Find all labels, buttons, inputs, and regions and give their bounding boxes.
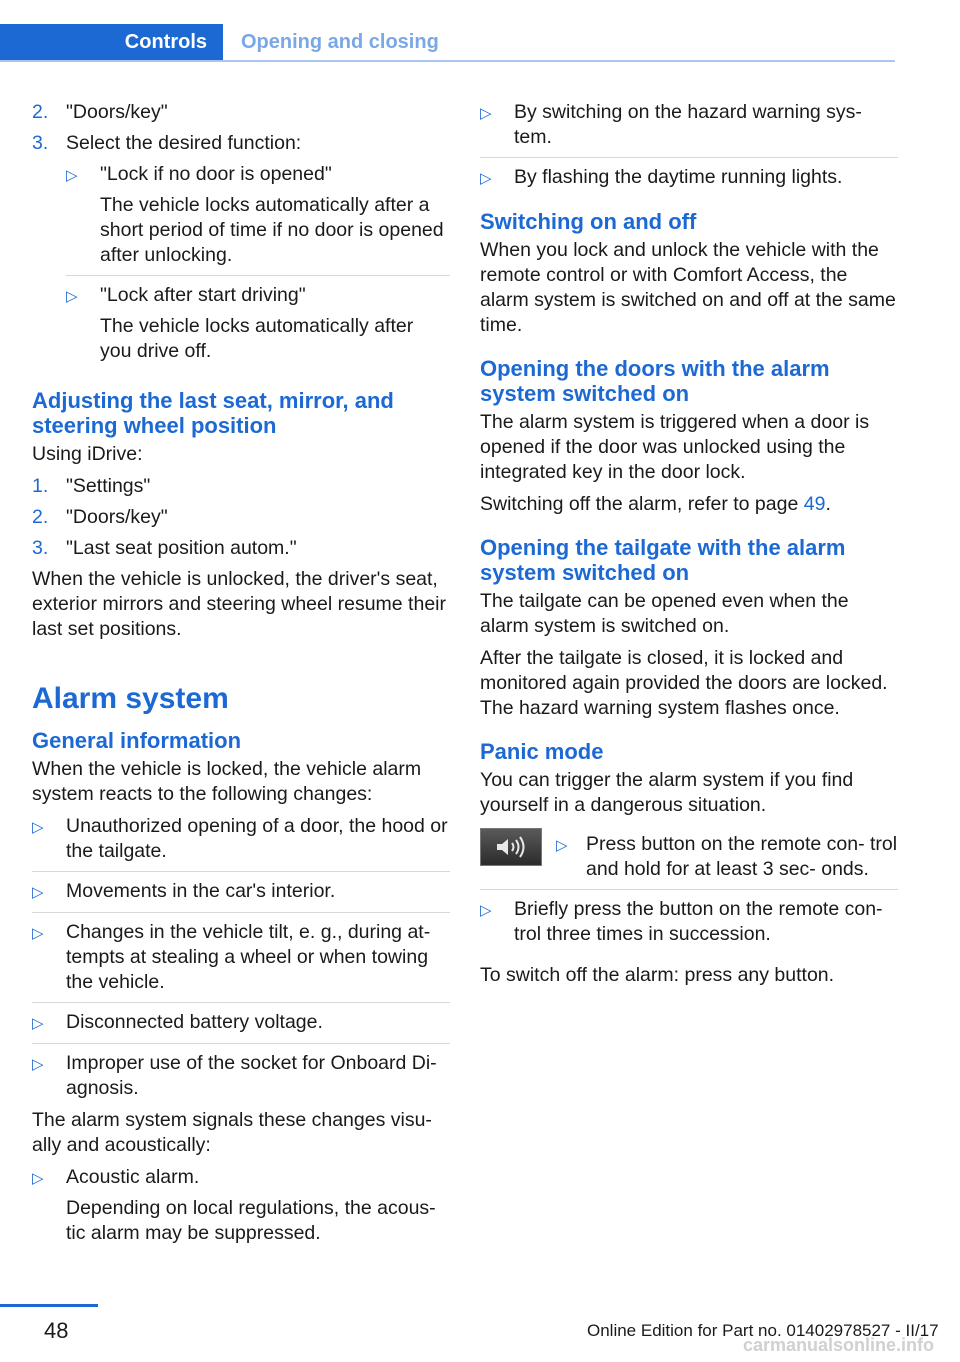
alarm-description: Depending on local regulations, the acous‐ tic alarm may be suppressed.: [66, 1197, 436, 1244]
speaker-icon: [480, 828, 542, 866]
footer-divider: [0, 1304, 98, 1307]
option-description: The vehicle locks automatically after you drive off.: [100, 315, 414, 362]
list-item: [66, 283, 450, 364]
step-text: "Settings": [66, 475, 151, 497]
step-text: "Last seat position autom.": [66, 537, 297, 559]
step-text: "Doors/key": [66, 506, 168, 528]
step-number: 3.: [32, 537, 49, 559]
right-column: [480, 100, 898, 995]
divider: [480, 157, 898, 158]
triangle-right-icon: ▷: [32, 1015, 44, 1032]
triangle-right-icon: ▷: [32, 925, 44, 942]
heading-opening-tailgate: Opening the tailgate with the alarm system switched on: [480, 535, 846, 585]
heading-adjusting-last-position: Adjusting the last seat, mirror, and steering wheel position: [32, 388, 394, 438]
step-number: 3.: [32, 132, 49, 154]
numbered-step: [32, 131, 450, 156]
section-tab-controls[interactable]: Controls: [0, 24, 223, 60]
edition-note: Online Edition for Part no. 01402978527 - II/17: [587, 1321, 939, 1340]
paragraph: The tailgate can be opened even when the alarm system is switched on.: [480, 590, 849, 637]
divider: [480, 889, 898, 890]
header-divider: [0, 60, 895, 62]
heading-general-information: General information: [32, 728, 242, 753]
step-number: 2.: [32, 101, 49, 123]
option-description: The vehicle locks automatically after a short period of time if no door is opened after unlocking.: [100, 194, 444, 266]
list-item: ▷ Movements in the car's interior.: [32, 879, 450, 905]
step-number: 1.: [32, 475, 49, 497]
list-item: ▷ Disconnected battery voltage.: [32, 1010, 450, 1036]
divider: [32, 871, 450, 872]
paragraph: The alarm system signals these changes visu‐ ally and acoustically:: [32, 1109, 432, 1156]
paragraph: When the vehicle is unlocked, the driver's seat, exterior mirrors and steering wheel resume their last set positions.: [32, 568, 446, 640]
page-header: [0, 24, 895, 62]
paragraph: You can trigger the alarm system if you find yourself in a dangerous situation.: [480, 769, 854, 816]
triangle-right-icon: ▷: [480, 902, 492, 919]
triangle-right-icon: ▷: [66, 288, 78, 305]
paragraph: When the vehicle is locked, the vehicle alarm system reacts to the following changes:: [32, 758, 422, 805]
paragraph: The alarm system is triggered when a door is opened if the door was unlocked using the integrated key in the door lock.: [480, 411, 870, 483]
paragraph: Using iDrive:: [32, 443, 143, 465]
triangle-right-icon: ▷: [32, 1056, 44, 1073]
triangle-right-icon: ▷: [480, 105, 492, 122]
list-item: ▷ Improper use of the socket for Onboard Di‐ agnosis.: [32, 1052, 437, 1099]
triangle-right-icon: ▷: [66, 167, 78, 184]
triangle-right-icon: ▷: [32, 1170, 44, 1187]
step-text: Select the desired function:: [66, 132, 302, 154]
list-item: ▷ Unauthorized opening of a door, the hood or the tailgate.: [32, 815, 448, 862]
page-number: 48: [44, 1318, 69, 1343]
heading-switching-on-off: Switching on and off: [480, 209, 697, 234]
option-label: "Lock after start driving": [100, 284, 306, 306]
divider: [66, 275, 450, 276]
paragraph: After the tailgate is closed, it is locked and monitored again provided the doors are locked. The hazard warning system flashes once.: [480, 647, 888, 719]
list-item: [32, 1165, 450, 1246]
paragraph: To switch off the alarm: press any button.: [480, 964, 835, 986]
step-text: "Doors/key": [66, 101, 168, 123]
heading-alarm-system: Alarm system: [32, 682, 229, 715]
numbered-step: [32, 100, 450, 125]
section-tab-opening-closing[interactable]: Opening and closing: [241, 30, 439, 53]
divider: [32, 912, 450, 913]
page-link[interactable]: 49: [803, 493, 826, 515]
page-reference: Switching off the alarm, refer to page 49.: [480, 493, 831, 515]
numbered-step: [32, 536, 450, 561]
heading-opening-doors: Opening the doors with the alarm system switched on: [480, 356, 830, 406]
triangle-right-icon: ▷: [556, 837, 568, 854]
triangle-right-icon: ▷: [32, 884, 44, 901]
heading-panic-mode: Panic mode: [480, 739, 604, 764]
step-number: 2.: [32, 506, 49, 528]
divider: [32, 1002, 450, 1003]
numbered-step: [32, 505, 450, 530]
list-item: ▷ Press button on the remote con‐ trol and hold for at least 3 sec‐ onds.: [556, 833, 898, 880]
alarm-label: Acoustic alarm.: [66, 1166, 200, 1188]
divider: [32, 1043, 450, 1044]
paragraph: When you lock and unlock the vehicle with the remote control or with Comfort Access, the alarm system is switched on and off at the same time.: [480, 239, 896, 336]
list-item: [66, 162, 450, 268]
list-item: ▷ By switching on the hazard warning sys‐ tem.: [480, 101, 862, 148]
numbered-step: [32, 474, 450, 499]
list-item: ▷ Briefly press the button on the remote con‐ trol three times in succession.: [480, 898, 883, 945]
list-item: ▷ Changes in the vehicle tilt, e. g., during at‐ tempts at stealing a wheel or when towing the vehicle.: [32, 921, 431, 993]
function-options: [66, 162, 450, 364]
list-item: ▷ By flashing the daytime running lights.: [480, 165, 898, 191]
left-column: [32, 100, 450, 1253]
panic-button-row: [480, 832, 898, 882]
triangle-right-icon: ▷: [32, 819, 44, 836]
triangle-right-icon: ▷: [480, 170, 492, 187]
watermark: carmanualsonline.info: [743, 1335, 935, 1355]
option-label: "Lock if no door is opened": [100, 163, 332, 185]
